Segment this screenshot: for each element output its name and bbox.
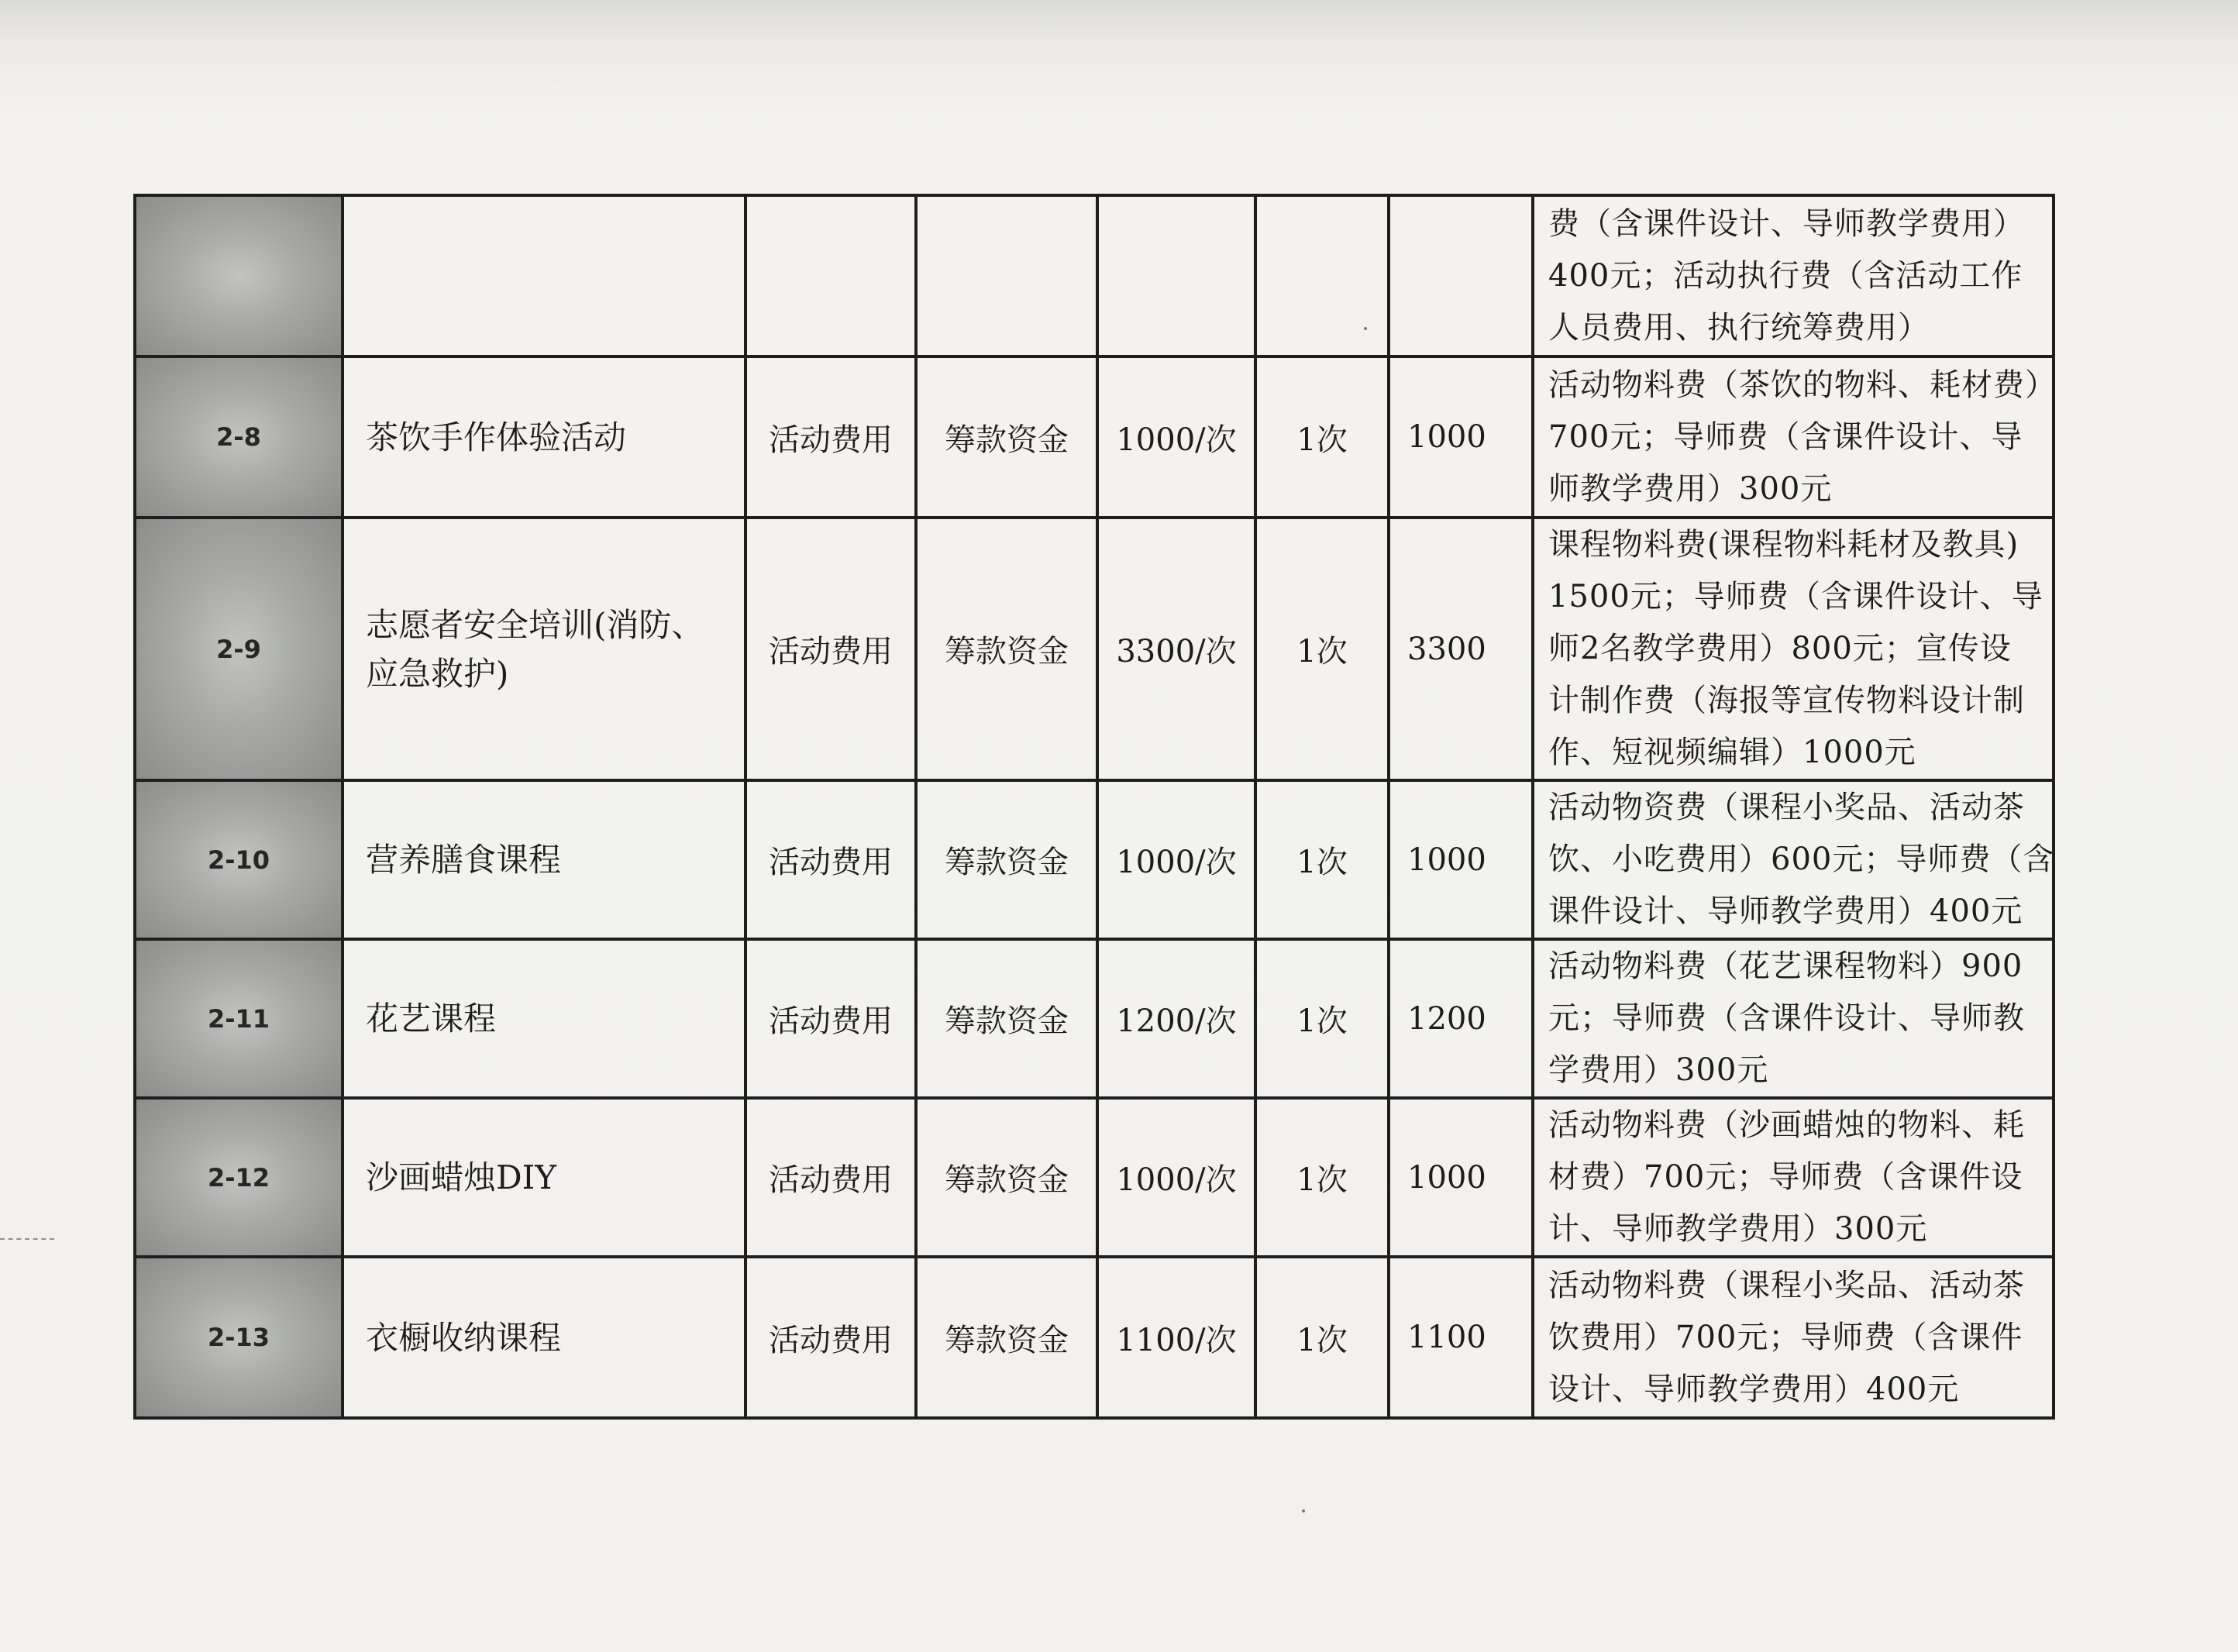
unit-price-cell: 1000/次 bbox=[1097, 780, 1255, 939]
budget-note-line: 活动物资费（课程小奖品、活动茶 bbox=[1548, 790, 2025, 825]
count-cell: 1次 bbox=[1255, 780, 1389, 939]
total-cell: 1000 bbox=[1389, 1098, 1533, 1257]
budget-note-line: 700元；导师费（含课件设计、导 bbox=[1548, 418, 2023, 455]
budget-note-line: 师2名教学费用）800元；宣传设 bbox=[1548, 631, 2012, 666]
total-cell: 3300 bbox=[1389, 518, 1533, 780]
budget-table bbox=[133, 194, 2055, 1420]
budget-note-line: 400元；活动执行费（含活动工作 bbox=[1548, 257, 2023, 294]
table-row bbox=[135, 356, 2054, 518]
expense-type-cell: 活动费用 bbox=[745, 1098, 916, 1257]
expense-type-cell: 活动费用 bbox=[745, 780, 916, 939]
budget-note-line: 活动物料费（沙画蜡烛的物料、耗 bbox=[1548, 1107, 2025, 1143]
budget-note-line: 课程物料费(课程物料耗材及教具) bbox=[1548, 527, 2019, 563]
count-cell: 1次 bbox=[1255, 1098, 1389, 1257]
item-id-cell: 2-11 bbox=[135, 939, 343, 1098]
budget-note-cell bbox=[1533, 518, 2054, 780]
count-cell: 1次 bbox=[1255, 356, 1389, 518]
budget-note-line: 作、短视频编辑）1000元 bbox=[1548, 735, 1916, 770]
expense-type-cell: 活动费用 bbox=[745, 939, 916, 1098]
budget-note-line: 材费）700元；导师费（含课件设 bbox=[1548, 1159, 2023, 1195]
budget-note-cell bbox=[1533, 780, 2054, 939]
total-cell: 1000 bbox=[1389, 356, 1533, 518]
fund-source-cell: 筹款资金 bbox=[916, 1257, 1097, 1418]
budget-note-line: 学费用）300元 bbox=[1548, 1052, 1769, 1088]
budget-note-line: 1500元；导师费（含课件设计、导 bbox=[1548, 579, 2043, 614]
budget-note-line: 计、导师教学费用）300元 bbox=[1548, 1211, 1928, 1247]
budget-note-line: 师教学费用）300元 bbox=[1548, 470, 1833, 507]
item-name-cell: 沙画蜡烛DIY bbox=[343, 1098, 745, 1257]
table-row bbox=[135, 518, 2054, 780]
count-cell: 1次 bbox=[1255, 939, 1389, 1098]
item-name-cell: 志愿者安全培训(消防、应急救护) bbox=[343, 518, 745, 780]
budget-note-cell bbox=[1533, 1257, 2054, 1418]
fund-source-cell bbox=[916, 195, 1097, 356]
fund-source-cell: 筹款资金 bbox=[916, 780, 1097, 939]
total-cell bbox=[1389, 195, 1533, 356]
budget-note-cell bbox=[1533, 1098, 2054, 1257]
budget-note-line: 活动物料费（茶饮的物料、耗材费） bbox=[1548, 367, 2057, 403]
total-cell: 1100 bbox=[1389, 1257, 1533, 1418]
scan-edge-mark bbox=[0, 1238, 54, 1240]
budget-note-line: 饮费用）700元；导师费（含课件 bbox=[1548, 1319, 2023, 1355]
budget-note-cell bbox=[1533, 195, 2054, 356]
expense-type-cell: 活动费用 bbox=[745, 1257, 916, 1418]
scan-speck bbox=[1302, 1509, 1305, 1513]
budget-note-line: 设计、导师教学费用）400元 bbox=[1548, 1371, 1960, 1407]
table-row bbox=[135, 939, 2054, 1098]
item-id-cell bbox=[135, 195, 343, 356]
table-row bbox=[135, 195, 2054, 356]
table-row bbox=[135, 780, 2054, 939]
budget-note-line: 费（含课件设计、导师教学费用） bbox=[1548, 205, 2025, 242]
item-name-cell: 衣橱收纳课程 bbox=[343, 1257, 745, 1418]
unit-price-cell: 3300/次 bbox=[1097, 518, 1255, 780]
unit-price-cell bbox=[1097, 195, 1255, 356]
table-row bbox=[135, 1098, 2054, 1257]
budget-table-body bbox=[135, 195, 2057, 1418]
item-name-cell bbox=[343, 195, 745, 356]
budget-note-cell bbox=[1533, 939, 2054, 1098]
unit-price-cell: 1100/次 bbox=[1097, 1257, 1255, 1418]
expense-type-cell bbox=[745, 195, 916, 356]
fund-source-cell: 筹款资金 bbox=[916, 356, 1097, 518]
total-cell: 1000 bbox=[1389, 780, 1533, 939]
item-name-cell: 茶饮手作体验活动 bbox=[343, 356, 745, 518]
expense-type-cell: 活动费用 bbox=[745, 518, 916, 780]
budget-note-line: 元；导师费（含课件设计、导师教 bbox=[1548, 1000, 2025, 1036]
budget-note-line: 人员费用、执行统筹费用） bbox=[1548, 309, 1930, 346]
count-cell bbox=[1255, 195, 1389, 356]
budget-note-line: 课件设计、导师教学费用）400元 bbox=[1548, 893, 2023, 929]
budget-note-line: 活动物料费（课程小奖品、活动茶 bbox=[1548, 1267, 2025, 1303]
item-name-cell: 花艺课程 bbox=[343, 939, 745, 1098]
item-name-cell: 营养膳食课程 bbox=[343, 780, 745, 939]
fund-source-cell: 筹款资金 bbox=[916, 1098, 1097, 1257]
budget-note-line: 计制作费（海报等宣传物料设计制 bbox=[1548, 683, 2025, 718]
unit-price-cell: 1000/次 bbox=[1097, 356, 1255, 518]
fund-source-cell: 筹款资金 bbox=[916, 518, 1097, 780]
count-cell: 1次 bbox=[1255, 1257, 1389, 1418]
expense-type-cell: 活动费用 bbox=[745, 356, 916, 518]
item-id-cell: 2-13 bbox=[135, 1257, 343, 1418]
item-id-cell: 2-9 bbox=[135, 518, 343, 780]
budget-note-line: 活动物料费（花艺课程物料）900 bbox=[1548, 948, 2023, 984]
item-id-cell: 2-10 bbox=[135, 780, 343, 939]
unit-price-cell: 1200/次 bbox=[1097, 939, 1255, 1098]
budget-note-line: 饮、小吃费用）600元；导师费（含 bbox=[1548, 841, 2055, 877]
total-cell: 1200 bbox=[1389, 939, 1533, 1098]
unit-price-cell: 1000/次 bbox=[1097, 1098, 1255, 1257]
count-cell: 1次 bbox=[1255, 518, 1389, 780]
item-id-cell: 2-12 bbox=[135, 1098, 343, 1257]
budget-note-cell bbox=[1533, 356, 2057, 518]
table-row bbox=[135, 1257, 2054, 1418]
fund-source-cell: 筹款资金 bbox=[916, 939, 1097, 1098]
item-id-cell: 2-8 bbox=[135, 356, 343, 518]
